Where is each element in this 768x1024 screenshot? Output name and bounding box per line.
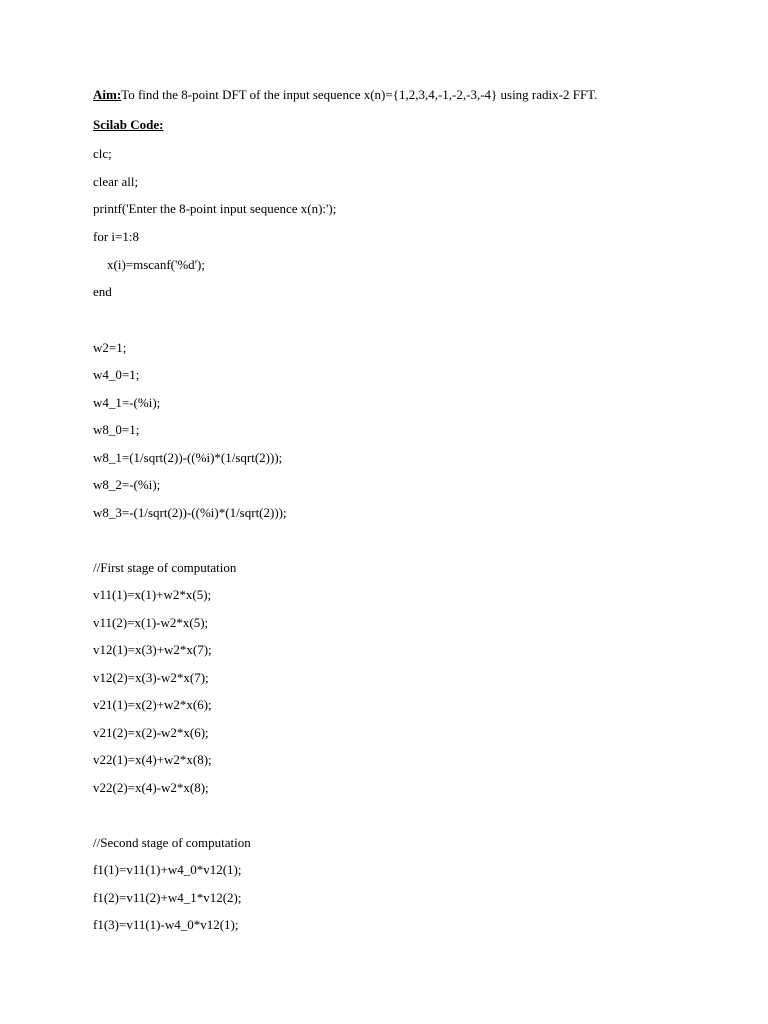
code-line: for i=1:8 [93,229,139,244]
code-line: v22(2)=x(4)-w2*x(8); [93,780,209,795]
code-line: v11(1)=x(1)+w2*x(5); [93,587,212,602]
code-heading: Scilab Code: [93,117,164,132]
code-comment: //Second stage of computation [93,835,251,850]
aim-line [93,87,597,103]
code-line: x(i)=mscanf('%d'); [107,257,205,272]
code-line: f1(1)=v11(1)+w4_0*v12(1); [93,862,242,877]
code-line: clc; [93,146,112,161]
code-line: v11(2)=x(1)-w2*x(5); [93,615,209,630]
aim-label: Aim: [93,87,122,102]
aim-text: To find the 8-point DFT of the input sequence x(n)={1,2,3,4,-1,-2,-3,-4} using radix-2 FFT. [121,87,598,102]
code-line: w8_0=1; [93,422,140,437]
code-line: w2=1; [93,340,127,355]
code-line: w4_0=1; [93,367,140,382]
code-line: printf('Enter the 8-point input sequence x(n):'); [93,201,337,216]
code-line: v12(2)=x(3)-w2*x(7); [93,670,209,685]
code-line: v21(2)=x(2)-w2*x(6); [93,725,209,740]
code-line: v21(1)=x(2)+w2*x(6); [93,697,212,712]
code-line: clear all; [93,174,139,189]
code-line: w4_1=-(%i); [93,395,161,410]
code-line: w8_2=-(%i); [93,477,161,492]
code-line: f1(3)=v11(1)-w4_0*v12(1); [93,917,239,932]
code-line: w8_1=(1/sqrt(2))-((%i)*(1/sqrt(2))); [93,450,283,465]
code-line: f1(2)=v11(2)+w4_1*v12(2); [93,890,242,905]
code-line: w8_3=-(1/sqrt(2))-((%i)*(1/sqrt(2))); [93,505,287,520]
code-line: v22(1)=x(4)+w2*x(8); [93,752,212,767]
code-comment: //First stage of computation [93,560,237,575]
code-line: v12(1)=x(3)+w2*x(7); [93,642,212,657]
code-line: end [93,284,112,299]
